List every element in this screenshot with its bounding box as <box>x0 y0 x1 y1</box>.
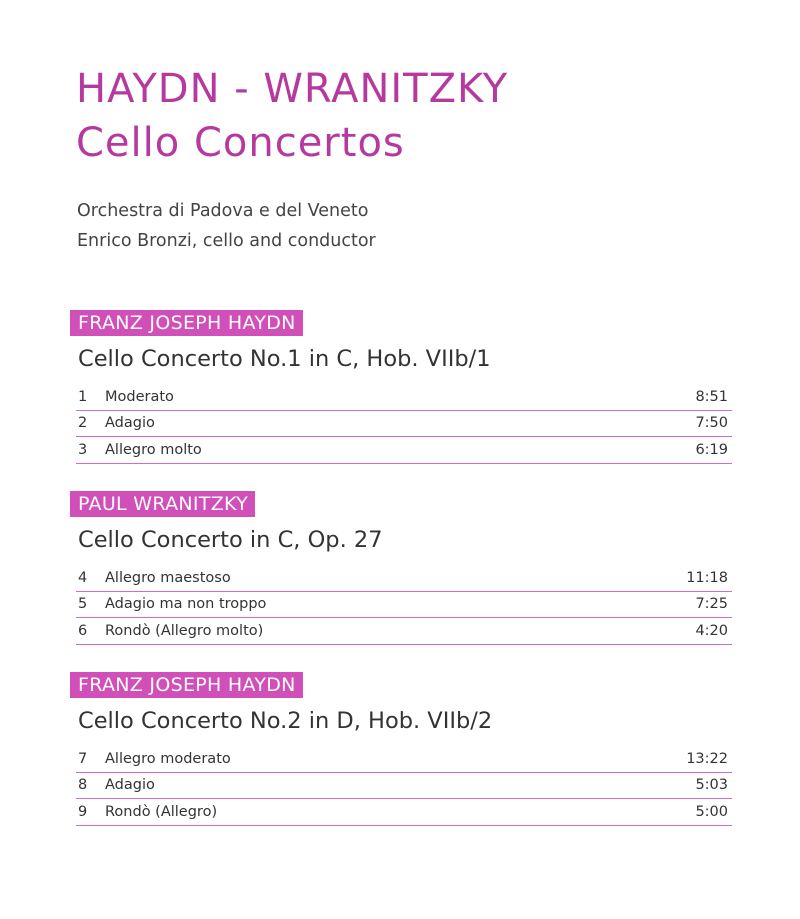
track-row <box>76 437 732 464</box>
track-name: Allegro moderato <box>105 750 231 767</box>
track-name: Adagio <box>105 415 155 432</box>
track-list <box>76 565 732 645</box>
track-row <box>76 592 732 619</box>
performer-credits <box>77 196 376 256</box>
track-name: Adagio ma non troppo <box>105 596 267 613</box>
track-duration: 4:20 <box>695 622 728 639</box>
album-title-line-2: Cello Concertos <box>76 120 405 166</box>
composer-label: FRANZ JOSEPH HAYDN <box>70 310 303 336</box>
track-number: 3 <box>78 441 88 458</box>
track-duration: 11:18 <box>686 569 728 586</box>
work-title: Cello Concerto No.1 in C, Hob. VIIb/1 <box>78 346 491 372</box>
track-row <box>76 565 732 592</box>
track-number: 6 <box>78 622 88 639</box>
track-list <box>76 746 732 826</box>
composer-label: FRANZ JOSEPH HAYDN <box>70 672 303 698</box>
track-list <box>76 384 732 464</box>
credit-soloist: Enrico Bronzi, cello and conductor <box>77 231 376 251</box>
track-number: 2 <box>78 415 88 432</box>
track-row <box>76 618 732 645</box>
track-number: 7 <box>78 750 88 767</box>
track-number: 8 <box>78 777 88 794</box>
track-row <box>76 384 732 411</box>
track-duration: 5:03 <box>695 777 728 794</box>
work-section-2 <box>70 491 732 645</box>
track-row <box>76 799 732 826</box>
track-row <box>76 746 732 773</box>
work-title: Cello Concerto in C, Op. 27 <box>78 527 383 553</box>
composer-label: PAUL WRANITZKY <box>70 491 255 517</box>
track-duration: 13:22 <box>686 750 728 767</box>
album-title <box>76 62 508 170</box>
track-name: Allegro molto <box>105 441 202 458</box>
track-name: Adagio <box>105 777 155 794</box>
work-section-1 <box>70 310 732 464</box>
track-name: Moderato <box>105 388 174 405</box>
track-row <box>76 411 732 438</box>
track-row <box>76 773 732 800</box>
track-number: 9 <box>78 803 88 820</box>
track-duration: 5:00 <box>695 803 728 820</box>
track-duration: 8:51 <box>695 388 728 405</box>
track-duration: 7:50 <box>695 415 728 432</box>
track-number: 4 <box>78 569 88 586</box>
track-number: 1 <box>78 388 88 405</box>
track-duration: 7:25 <box>695 596 728 613</box>
track-name: Rondò (Allegro molto) <box>105 622 264 639</box>
credit-orchestra: Orchestra di Padova e del Veneto <box>77 201 369 221</box>
album-title-line-1: HAYDN - WRANITZKY <box>76 66 509 112</box>
track-duration: 6:19 <box>695 441 728 458</box>
work-title: Cello Concerto No.2 in D, Hob. VIIb/2 <box>78 708 493 734</box>
track-name: Allegro maestoso <box>105 569 231 586</box>
track-number: 5 <box>78 596 88 613</box>
work-section-3 <box>70 672 732 826</box>
track-name: Rondò (Allegro) <box>105 803 218 820</box>
